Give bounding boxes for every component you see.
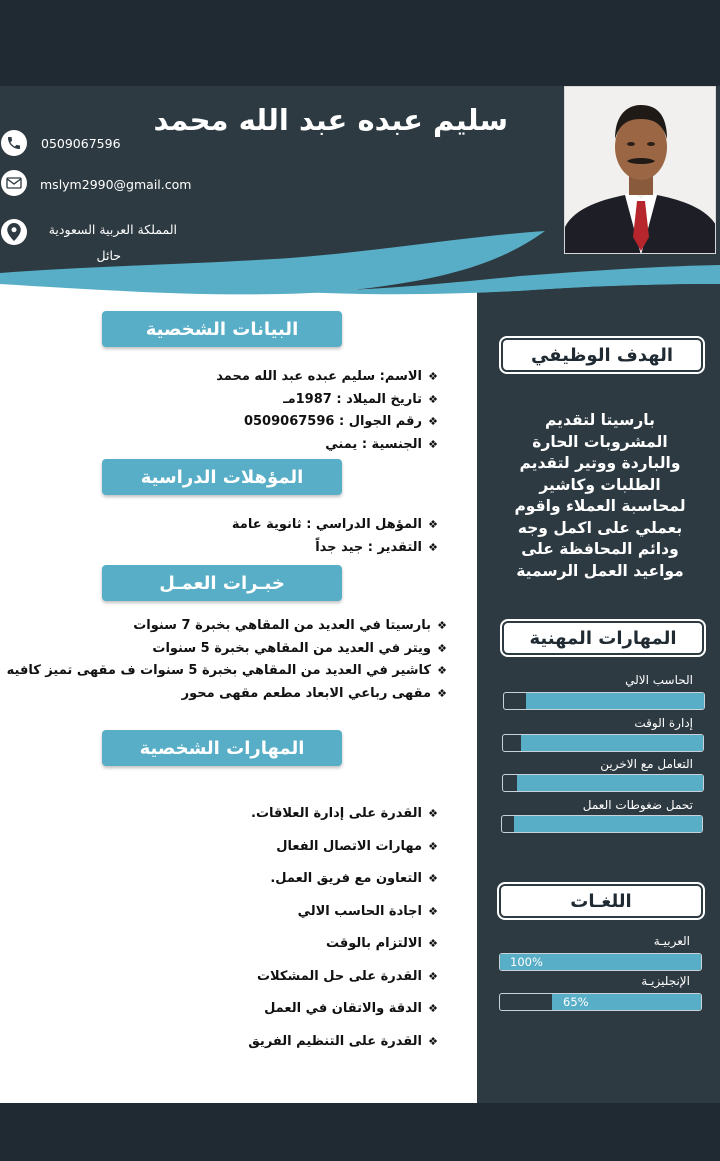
personal-data-list bbox=[216, 366, 438, 456]
education-list bbox=[232, 514, 438, 559]
list-item: ❖ القدرة على إدارة العلاقات. bbox=[248, 798, 438, 831]
personal-data-heading: البيانات الشخصية bbox=[102, 311, 342, 347]
experience-heading: خبـرات العمـل bbox=[102, 565, 342, 601]
list-item: ❖ تاريخ الميلاد : 1987مـ bbox=[216, 389, 438, 412]
skill-label: التعامل مع الاخرين bbox=[600, 757, 693, 771]
skill-bar-fill bbox=[526, 693, 704, 709]
professional-skills-heading: المهارات المهنية bbox=[502, 621, 704, 655]
soft-skills-list bbox=[248, 798, 438, 1058]
list-item: ❖ القدرة على التنظيم الفريق bbox=[248, 1026, 438, 1059]
skill-label: الحاسب الالي bbox=[625, 673, 693, 687]
skill-bar bbox=[502, 734, 704, 752]
contact-city: حائل bbox=[96, 248, 121, 263]
language-label: الإنجليزيـة bbox=[641, 974, 690, 988]
language-bar bbox=[499, 993, 702, 1011]
objective-text: بارسيتا لتقديم المشروبات الحارة والباردة ووتير لتقديم الطلبات وكاشير لمحاسبة العملاء واقوم بعملي على اكمل وجه ودائم المحافظة على مواعيد العمل الرسمية bbox=[514, 411, 686, 580]
objective-heading: الهدف الوظيفي bbox=[501, 338, 703, 372]
phone-icon bbox=[1, 130, 27, 156]
list-item: ❖ الدقة والاتقان في العمل bbox=[248, 993, 438, 1026]
languages-heading: اللغـات bbox=[499, 884, 703, 918]
list-item: ❖ مقهى رباعي الابعاد مطعم مقهى محور bbox=[7, 683, 447, 706]
list-item: ❖ التقدير : جيد جداً bbox=[232, 537, 438, 560]
list-item: ❖ الجنسية : يمني bbox=[216, 434, 438, 457]
profile-photo bbox=[564, 86, 716, 254]
list-item: ❖ رقم الجوال : 0509067596 bbox=[216, 411, 438, 434]
contact-country: المملكة العربية السعودية bbox=[48, 222, 177, 237]
soft-skills-heading: المهارات الشخصية bbox=[102, 730, 342, 766]
skill-bar bbox=[502, 774, 704, 792]
skill-bar-fill bbox=[517, 775, 703, 791]
list-item: ❖ الالتزام بالوقت bbox=[248, 928, 438, 961]
language-label: العربيـة bbox=[653, 934, 690, 948]
education-heading: المؤهلات الدراسية bbox=[102, 459, 342, 495]
list-item: ❖ كاشير في العديد من المقاهي بخبرة 5 سنوات ف مقهى تميز كافيه bbox=[7, 660, 447, 683]
full-name: سليم عبده عبد الله محمد bbox=[153, 103, 508, 137]
list-item: ❖ القدرة على حل المشكلات bbox=[248, 961, 438, 994]
contact-email: mslym2990@gmail.com bbox=[40, 177, 192, 192]
bottom-dark-band bbox=[0, 1103, 720, 1161]
list-item: ❖ اجادة الحاسب الالي bbox=[248, 896, 438, 929]
list-item: ❖ بارسيتا في العديد من المقاهي بخبرة 7 سنوات bbox=[7, 615, 447, 638]
skill-bar bbox=[501, 815, 703, 833]
language-percent: 100% bbox=[510, 955, 543, 969]
list-item: ❖ مهارات الاتصال الفعال bbox=[248, 831, 438, 864]
skill-bar bbox=[503, 692, 705, 710]
skill-label: إدارة الوقت bbox=[634, 716, 693, 730]
language-bar bbox=[499, 953, 702, 971]
list-item: ❖ المؤهل الدراسي : ثانوية عامة bbox=[232, 514, 438, 537]
list-item: ❖ ويتر في العديد من المقاهي بخبرة 5 سنوات bbox=[7, 638, 447, 661]
list-item: ❖ التعاون مع فريق العمل. bbox=[248, 863, 438, 896]
language-percent: 65% bbox=[563, 995, 589, 1009]
experience-list bbox=[7, 615, 447, 705]
list-item: ❖ الاسم: سليم عبده عبد الله محمد bbox=[216, 366, 438, 389]
skill-bar-fill bbox=[521, 735, 703, 751]
location-pin-icon bbox=[1, 219, 27, 245]
skill-bar-fill bbox=[514, 816, 702, 832]
top-dark-band bbox=[0, 0, 720, 86]
email-icon bbox=[1, 170, 27, 196]
contact-phone: 0509067596 bbox=[41, 136, 121, 151]
skill-label: تحمل ضغوطات العمل bbox=[582, 798, 693, 812]
